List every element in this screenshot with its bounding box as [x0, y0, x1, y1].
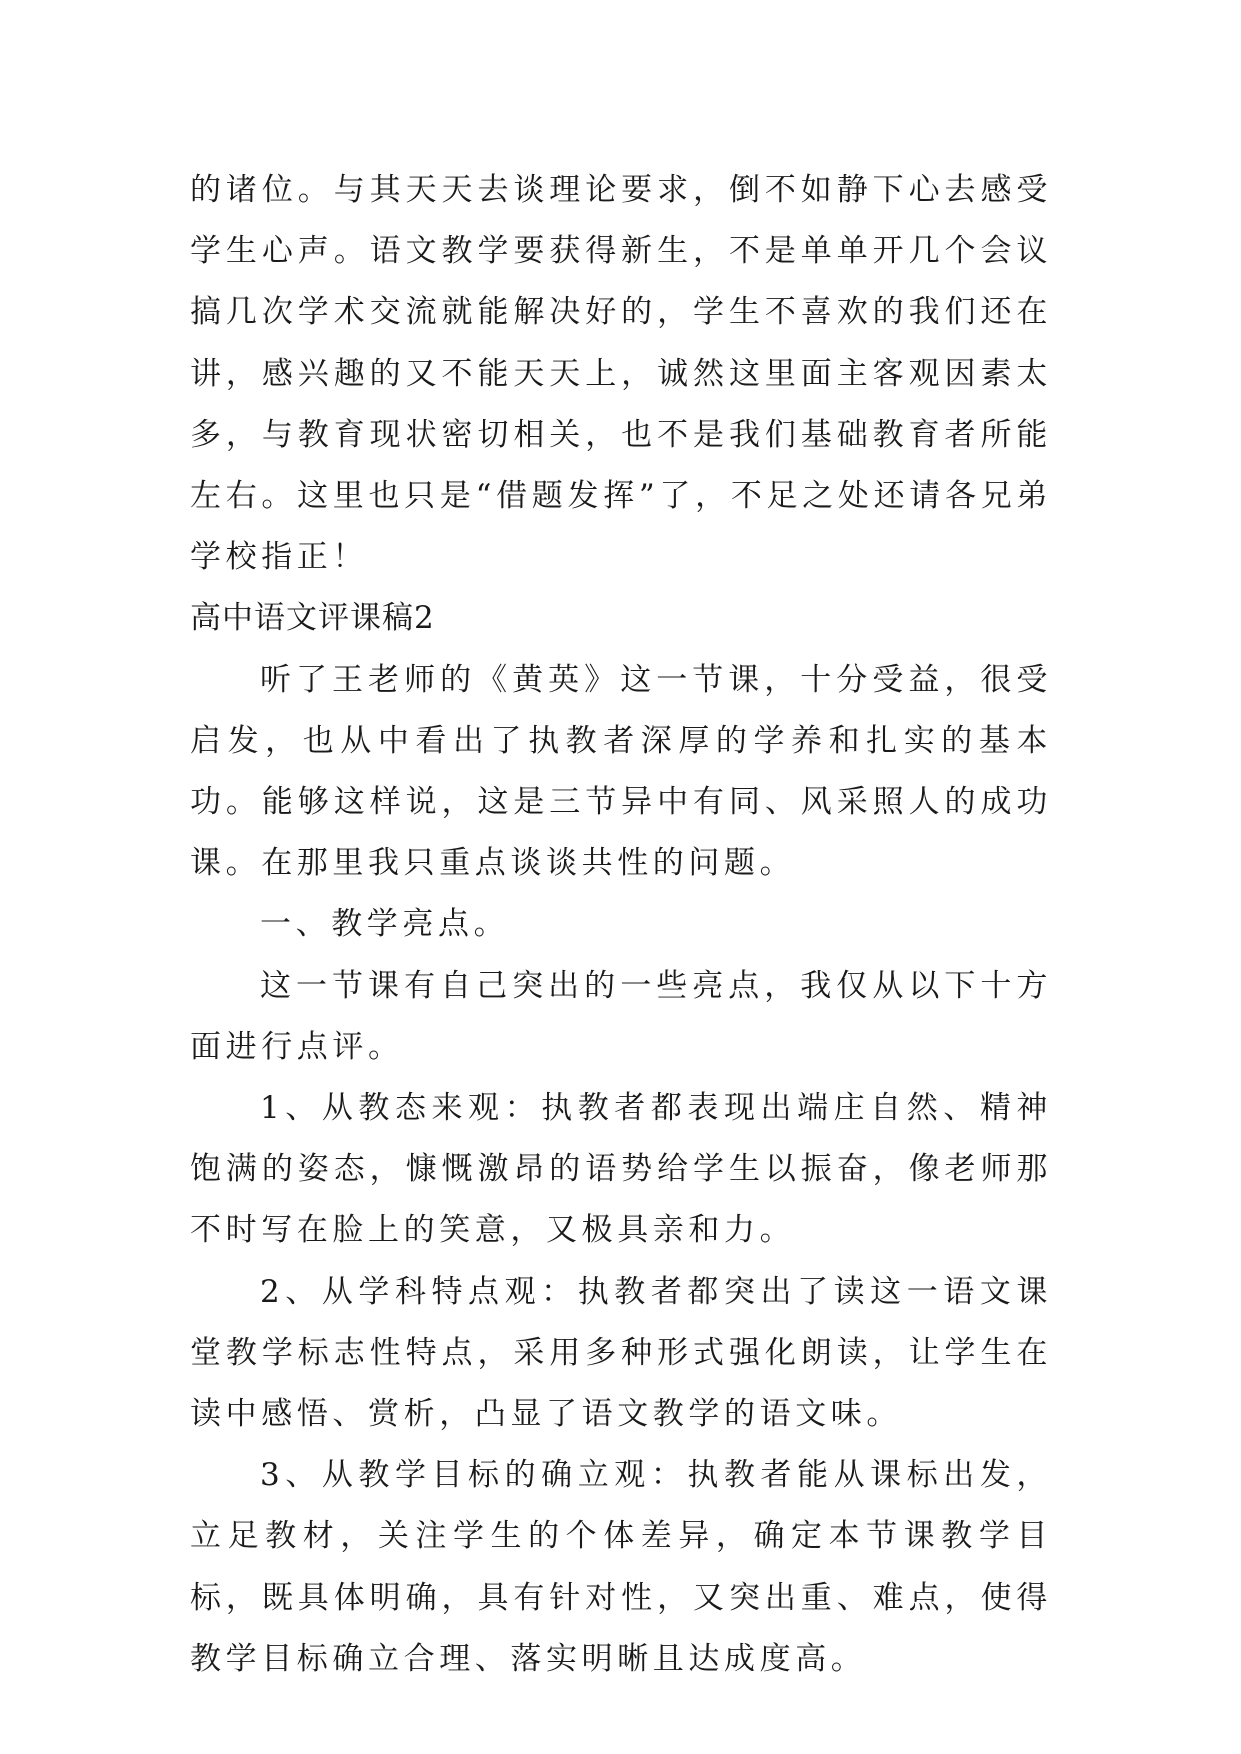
paragraph-continuation: 的诸位。与其天天去谈理论要求，倒不如静下心去感受学生心声。语文教学要获得新生，不是单单开几个会议搞几次学术交流就能解决好的，学生不喜欢的我们还在讲，感兴趣的又不能天天上，诚然这里面主客观因素太多，与教育现状密切相关，也不是我们基础教育者所能左右。这里也只是“借题发挥”了，不足之处还请各兄弟学校指正！ — [190, 172, 1052, 576]
paragraph-point-3: 3、从教学目标的确立观：执教者能从课标出发，立足教材，关注学生的个体差异，确定本节课教学目标，既具体明确，具有针对性，又突出重、难点，使得教学目标确立合理、落实明晰且达成度高。 — [190, 1457, 1052, 1677]
paragraph-point-1: 1、从教态来观：执教者都表现出端庄自然、精神饱满的姿态，慷慨激昂的语势给学生以振奋，像老师那不时写在脸上的笑意，又极具亲和力。 — [190, 1090, 1052, 1249]
section-heading: 高中语文评课稿2 — [190, 600, 435, 637]
paragraph-point-2: 2、从学科特点观：执教者都突出了读这一语文课堂教学标志性特点，采用多种形式强化朗读，让学生在读中感悟、赏析，凸显了语文教学的语文味。 — [190, 1273, 1052, 1433]
paragraph-highlights-heading: 一、教学亮点。 — [260, 906, 510, 943]
document-body — [190, 160, 1052, 1690]
paragraph-highlights-intro: 这一节课有自己突出的一些亮点，我仅从以下十方面进行点评。 — [190, 967, 1052, 1065]
paragraph-intro: 听了王老师的《黄英》这一节课，十分受益，很受启发，也从中看出了执教者深厚的学养和扎实的基本功。能够这样说，这是三节异中有同、风采照人的成功课。在那里我只重点谈谈共性的问题。 — [190, 661, 1052, 882]
